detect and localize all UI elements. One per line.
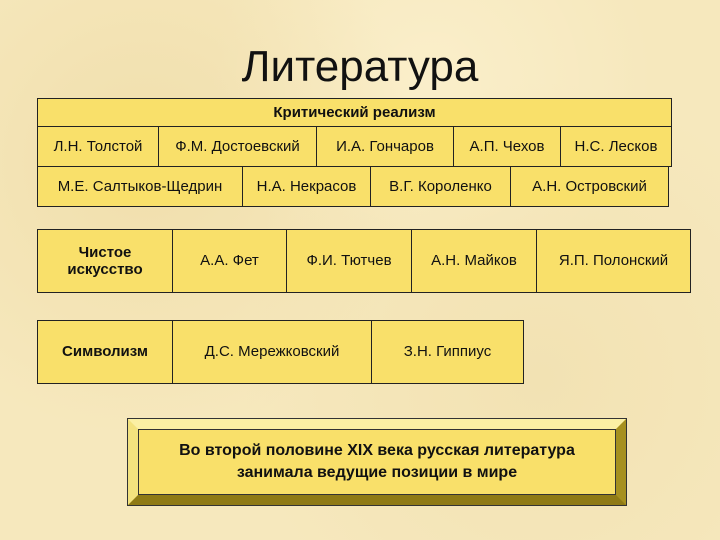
author-cell: Ф.М. Достоевский xyxy=(158,126,317,167)
author-cell: Н.А. Некрасов xyxy=(242,166,371,207)
symbolism-row xyxy=(37,321,524,384)
author-cell: М.Е. Салтыков-Щедрин xyxy=(37,166,243,207)
critical-realism-heading: Критический реализм xyxy=(37,98,672,127)
symbolism-table xyxy=(37,321,524,384)
author-cell: И.А. Гончаров xyxy=(316,126,454,167)
conclusion-text xyxy=(138,429,616,495)
pure-art-table xyxy=(37,230,691,293)
author-cell: Ф.И. Тютчев xyxy=(286,229,412,293)
critical-realism-row-1 xyxy=(37,127,672,167)
author-cell: Д.С. Мережковский xyxy=(172,320,372,384)
symbolism-heading: Символизм xyxy=(37,320,173,384)
critical-realism-table xyxy=(37,99,672,207)
author-cell: А.Н. Островский xyxy=(510,166,669,207)
critical-realism-row-2 xyxy=(37,167,672,207)
conclusion-line-2: занимала ведущие позиции в мире xyxy=(236,464,518,481)
pure-art-heading-line-2: искусство xyxy=(67,261,143,278)
pure-art-heading xyxy=(37,229,173,293)
author-cell: А.А. Фет xyxy=(172,229,287,293)
author-cell: Н.С. Лесков xyxy=(560,126,672,167)
author-cell: А.П. Чехов xyxy=(453,126,561,167)
page-title: Литература xyxy=(241,42,479,91)
pure-art-row xyxy=(37,230,691,293)
author-cell: Я.П. Полонский xyxy=(536,229,691,293)
conclusion-line-1: Во второй половине XIX века русская литература xyxy=(179,442,575,460)
author-cell: В.Г. Короленко xyxy=(370,166,511,207)
conclusion-frame xyxy=(128,419,626,505)
author-cell: З.Н. Гиппиус xyxy=(371,320,524,384)
author-cell: Л.Н. Толстой xyxy=(37,126,159,167)
pure-art-heading-line-1: Чистое xyxy=(78,243,132,261)
author-cell: А.Н. Майков xyxy=(411,229,537,293)
